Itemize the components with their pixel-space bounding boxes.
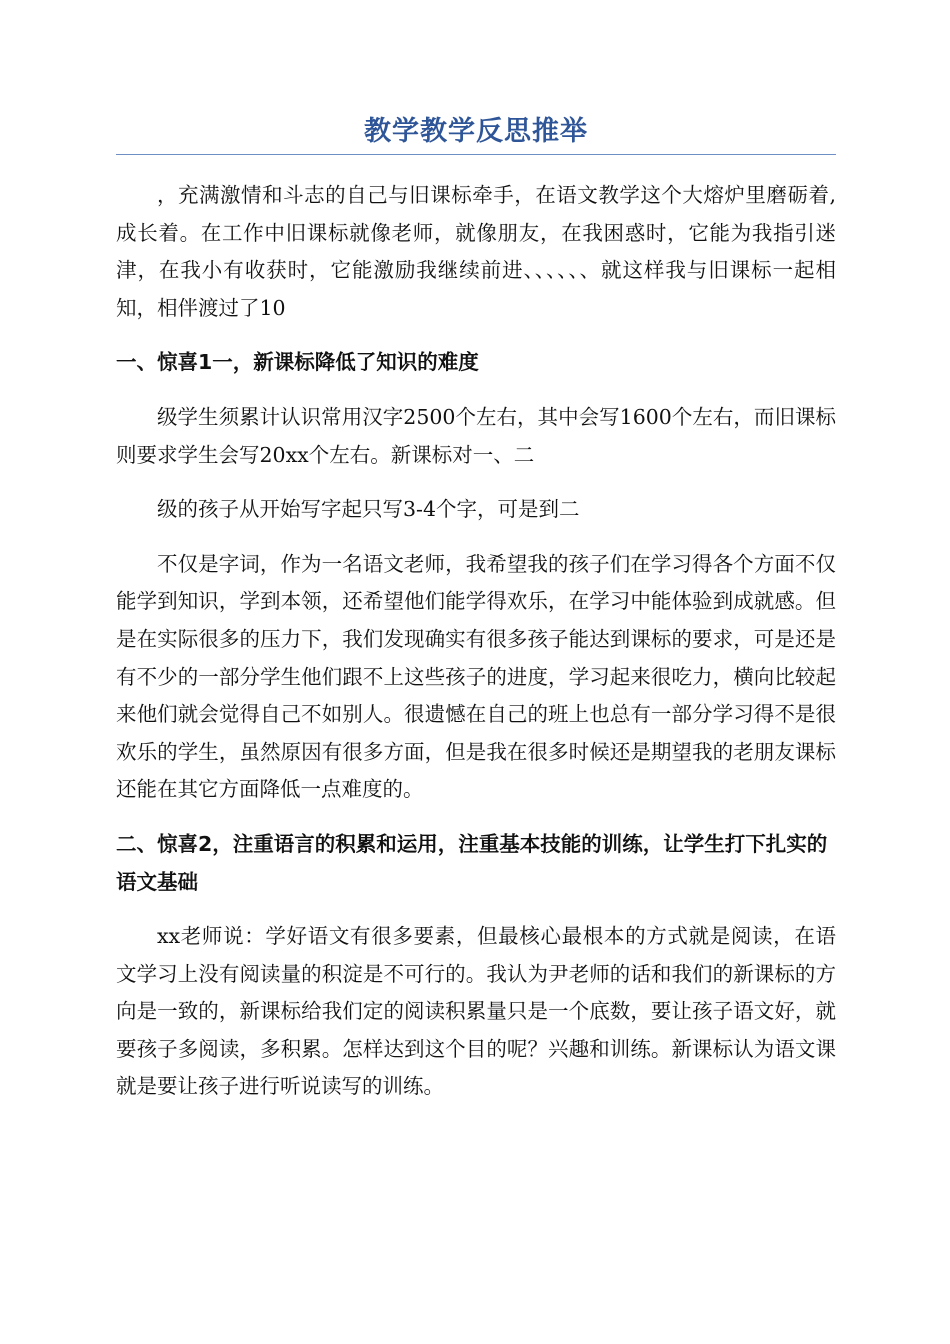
paragraph-spacer (116, 327, 836, 344)
body-paragraph: 级的孩子从开始写字起只写3-4个字，可是到二 (157, 497, 580, 522)
paragraph-spacer (116, 901, 836, 918)
body-paragraph: xx老师说：学好语文有很多要素，但最核心最根本的方式就是阅读，在语文学习上没有阅读量的积淀是不可行的。我认为尹老师的话和我们的新课标的方向是一致的，新课标给我们定的阅读积累量只是一个底数，要让孩子语文好，就要孩子多阅读，多积累。怎样达到这个目的呢？兴趣和训练。新课标认为语文课就是要让孩子进行听说读写的训练。 (116, 924, 836, 1099)
body-paragraph: 级学生须累计认识常用汉字2500个左右，其中会写1600个左右，而旧课标则要求学生会写20xx个左右。新课标对一、二 (116, 404, 836, 467)
document-title: 教学教学反思推举 (116, 112, 836, 155)
paragraph-spacer (116, 474, 836, 491)
paragraph-spacer (116, 809, 836, 826)
paragraph-spacer (116, 382, 836, 399)
body-paragraph: 不仅是字词，作为一名语文老师，我希望我的孩子们在学习得各个方面不仅能学到知识，学到本领，还希望他们能学得欢乐，在学习中能体验到成就感。但是在实际很多的压力下，我们发现确实有很多孩子能达到课标的要求，可是还是有不少的一部分学生他们跟不上这些孩子的进度，学习起来很吃力，横向比较起来他们就会觉得自己不如别人。很遗憾在自己的班上也总有一部分学习得不是很欢乐的学生，虽然原因有很多方面，但是我在很多时候还是期望我的老朋友课标还能在其它方面降低一点难度的。 (116, 551, 836, 802)
title-spacer (116, 155, 836, 177)
body-paragraph: ，充满激情和斗志的自己与旧课标牵手，在语文教学这个大熔炉里磨砺着,成长着。在工作中旧课标就像老师，就像朋友，在我困惑时，它能为我指引迷津，在我小有收获时，它能激励我继续前进、、、、、、就这样我与旧课标一起相知，相伴渡过了10 (116, 183, 836, 320)
paragraph-spacer (116, 529, 836, 546)
document-page (116, 112, 836, 1106)
section-heading: 一、惊喜1一，新课标降低了知识的难度 (116, 350, 479, 375)
section-heading: 二、惊喜2，注重语言的积累和运用，注重基本技能的训练，让学生打下扎实的语文基础 (116, 831, 828, 894)
